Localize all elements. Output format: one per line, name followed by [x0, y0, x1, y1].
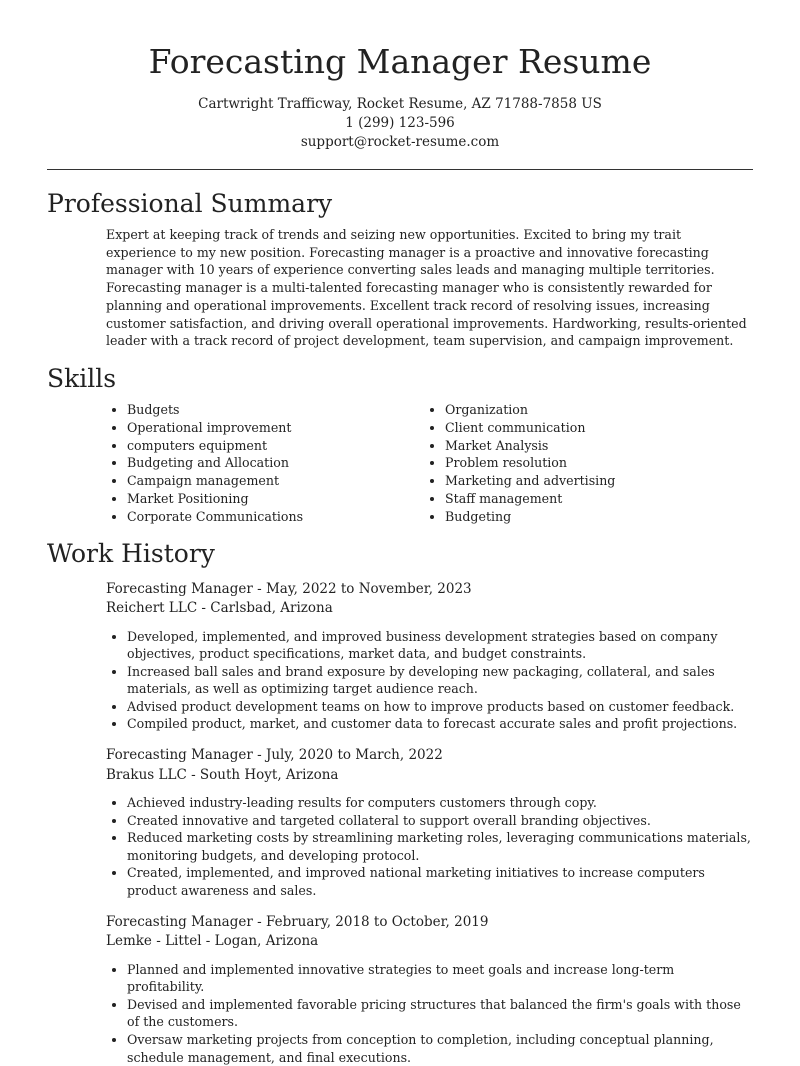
contact-block [0, 95, 800, 152]
job-entry [106, 913, 753, 1066]
resume-title: Forecasting Manager Resume [148, 42, 652, 81]
skill-item: • Budgets [127, 401, 424, 419]
job-header [106, 746, 753, 785]
skill-item: • computers equipment [127, 437, 424, 455]
job-title-line: Forecasting Manager - February, 2018 to October, 2019 [106, 913, 489, 930]
work-history-heading: Work History [47, 538, 215, 568]
skill-item: • Market Positioning [127, 490, 424, 508]
job-company-line: Lemke - Littel - Logan, Arizona [106, 933, 319, 950]
skill-item: • Corporate Communications [127, 508, 424, 526]
job-company-line: Brakus LLC - South Hoyt, Arizona [106, 766, 339, 783]
contact-address: Cartwright Trafficway, Rocket Resume, AZ 71788-7858 US [198, 96, 602, 112]
skill-item: • Staff management [445, 490, 742, 508]
skills-column-left [106, 401, 424, 526]
job-bullet: • Advised product development teams on how to improve products based on customer feedback. [127, 698, 753, 716]
header-divider [47, 169, 753, 170]
job-bullet: • Oversaw marketing projects from conception to completion, including conceptual planning, schedule management, and final executions. [127, 1031, 753, 1066]
job-company-line: Reichert LLC - Carlsbad, Arizona [106, 600, 333, 616]
skills-list [106, 401, 753, 526]
skill-item: • Budgeting [445, 508, 742, 526]
job-header [106, 580, 753, 619]
job-title-line: Forecasting Manager - May, 2022 to November, 2023 [106, 580, 472, 597]
skill-item: • Market Analysis [445, 437, 742, 455]
skill-item: • Client communication [445, 419, 742, 437]
skill-item: • Problem resolution [445, 454, 742, 472]
skills-heading: Skills [47, 363, 117, 393]
skill-item: • Operational improvement [127, 419, 424, 437]
job-bullet: • Devised and implemented favorable pricing structures that balanced the firm's goals with those of the customers. [127, 996, 753, 1031]
job-bullets [106, 794, 753, 900]
job-bullet: • Created innovative and targeted collateral to support overall branding objectives. [127, 812, 753, 830]
job-bullet: • Reduced marketing costs by streamlining marketing roles, leveraging communications materials, monitoring budgets, and developing protocol. [127, 829, 753, 864]
job-bullets [106, 961, 753, 1066]
contact-phone: 1 (299) 123-596 [345, 115, 455, 131]
summary-heading: Professional Summary [47, 189, 333, 218]
job-bullet: • Planned and implemented innovative strategies to meet goals and increase long-term profitability. [127, 961, 753, 996]
resume-header [0, 0, 800, 152]
skills-column-right [424, 401, 742, 526]
job-entry [106, 580, 753, 734]
job-bullet: • Achieved industry-leading results for computers customers through copy. [127, 794, 753, 812]
skill-item: • Organization [445, 401, 742, 419]
contact-email: support@rocket-resume.com [300, 134, 500, 150]
job-title-line: Forecasting Manager - July, 2020 to March, 2022 [106, 747, 443, 764]
job-bullet: • Compiled product, market, and customer data to forecast accurate sales and profit projections. [127, 715, 753, 733]
job-entry [106, 746, 753, 900]
skill-item: • Marketing and advertising [445, 472, 742, 490]
job-bullet: • Created, implemented, and improved national marketing initiatives to increase computers product awareness and sales. [127, 864, 753, 899]
job-header [106, 913, 753, 952]
job-bullets [106, 628, 753, 734]
job-bullet: • Increased ball sales and brand exposure by developing new packaging, collateral, and sales materials, as well as optimizing target audience reach. [127, 663, 753, 698]
skill-item: • Campaign management [127, 472, 424, 490]
job-bullet: • Developed, implemented, and improved business development strategies based on company objectives, product specifications, market data, and budget constraints. [127, 628, 753, 663]
summary-text: Expert at keeping track of trends and seizing new opportunities. Excited to bring my trait experience to my new position. Forecasting manager is a proactive and innovative forecasting manager with 10 years of experience converting sales leads and managing multiple territories. Forecasting manager is a multi-talented forecasting manager who is consistently rewarded for planning and operational improvements. Excellent track record of resolving issues, increasing customer satisfaction, and driving overall operational improvements. Hardworking, results-oriented leader with a track record of project development, team supervision, and campaign improvement. [106, 227, 747, 349]
skill-item: • Budgeting and Allocation [127, 454, 424, 472]
